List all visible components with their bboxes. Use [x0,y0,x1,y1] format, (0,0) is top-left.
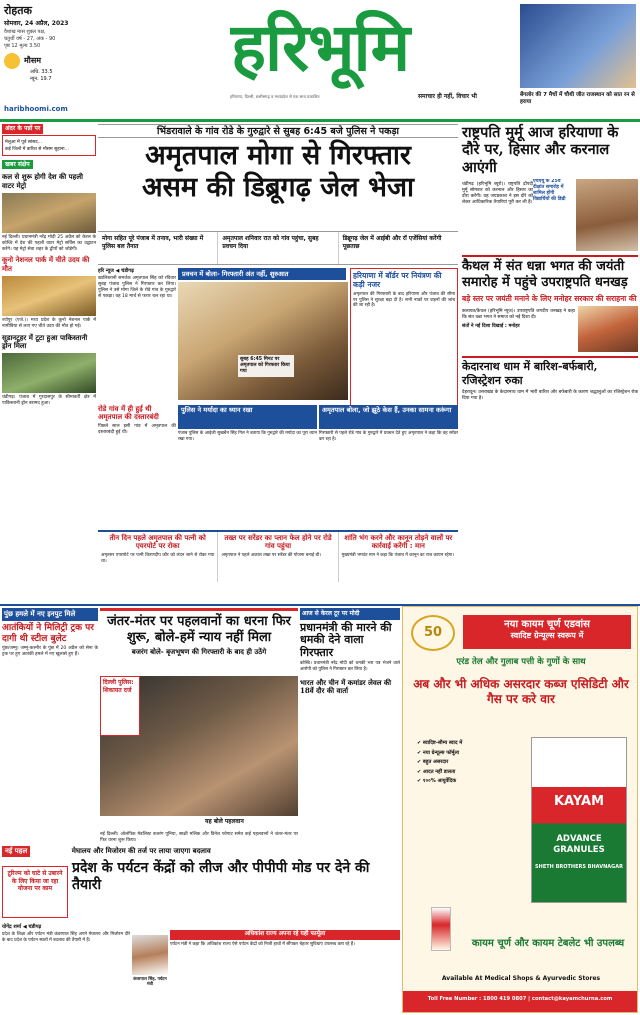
minister-photo [132,935,168,975]
lead-decks [98,231,458,265]
edition-city: रोहतक [4,4,32,17]
brief-headline[interactable]: सूडानटूहर में टूटा हुआ पाकिस्तानी ड्रोन मिला [2,333,88,350]
ad-availability-line: कायम चूर्ण और कायम टेबलेट भी उपलब्ध [471,938,625,949]
panchang-line: पृष्ठ 12 मूल्य 3.50 [4,42,41,49]
temp-max: अधि. 33.5 [30,68,53,75]
vp-body [462,306,638,352]
tourism-subbar: अधिकांश राज्य अपना रहे यही फार्मूला [170,930,400,940]
bottom-headline[interactable]: तख्त पर सरेंडर का प्लान फेल होने पर रोडे गांव पहुंचा [224,534,332,551]
anniversary-badge: 50 [411,615,455,651]
arrest-photo [178,282,348,400]
president-headline[interactable]: राष्ट्रपति मुर्मू आज हरियाणा के दौरे पर, हिसार और करनाल आएंगी [462,124,619,176]
vp-kicker: बड़े स्तर पर जयंती मनाने के लिए मनोहर सरकार की सराहना की [462,294,637,304]
president-photo [576,179,638,251]
brief-text: चंडीगढ़। पंजाब में गुरदासपुर के सीमावर्ती क्षेत्र में पाकिस्तानी ड्रोन बरामद हुआ। [2,394,96,406]
side-text: पिछले साल इसी गांव में अमृतपाल की दस्तारबंदी हुई थी। [98,423,176,435]
temperatures [30,69,104,83]
photo-caption: सुबह 6:45 मिनट पर अमृतपाल को गिरफ्तार किया गया [238,355,294,377]
ad-benefits [417,739,527,787]
modi-tag: आज से केरल टूर पर मोदी [300,608,400,620]
benefit-item: ✔ नया ग्रेन्यूल्स फॉर्मूला [417,749,460,756]
ad-stores: Available At Medical Shops & Ayurvedic Stores [441,975,601,982]
bottom-text: अमृतपाल ने पहले अकाल तख्त पर सरेंडर की योजना बनाई थी। [221,552,321,558]
kedarnath-story [462,356,638,401]
kedarnath-headline[interactable]: केदारनाथ धाम में बारिश-बर्फबारी, रजिस्ट्रेशन रुका [462,360,598,387]
bottom-story [98,532,218,582]
ad-title: नया कायम चूर्ण एडवांस [504,619,590,630]
panchang-line: चतुर्थी वर्ष - 27, अंक - 90 [4,36,56,42]
poonch-tag: पुंछ हमले में नए इनपुट मिले [2,608,98,621]
list-item[interactable]: मेलूआ में पूर्व सांसद... [5,139,43,145]
wrestlers-rule [100,608,298,611]
newspaper-logo: हरिभूमि [230,8,410,86]
tourism-text-2: पर्यटन मंत्री ने कहा कि अधिकांश राज्य ऐसे पर्यटन केंद्रों को निजी हाथों में सौंपकर बेहतर सुविधाएं उपलब्ध करा रहे हैं। [170,942,355,947]
ad-contact[interactable]: Toll Free Number : 1800 419 0807 | contact@kayamchurna.com [403,991,637,1012]
related-stories [178,405,458,442]
lead-kicker: भिंडरावाले के गांव रोडे के गुरुद्वारे से सुबह 6:45 बजे पुलिस ने पकड़ा [98,124,458,138]
deck: मोगा सहित पूरे पंजाब में तनाव, भारी संख्या में पुलिस बल तैनात [98,232,218,264]
deck: अमृतपाल शनिवार रात को गांव पहुंचा, सुबह प्रवचन दिया [218,232,338,264]
bottom-story [218,532,338,582]
product-pack [531,737,627,903]
lead-subhead: प्रवचन में बोला- गिरफ्तारी अंत नहीं, शुरुआत [178,268,346,280]
modi-story [300,608,400,695]
tourism-kicker: मेघालय और मिजोरम की तर्ज पर लाया जाएगा बदलाव [71,847,211,855]
related-story [178,405,317,442]
box-headline[interactable]: हरियाणा में बॉर्डर पर नियंत्रण की कड़ी नजर [353,271,442,289]
product-bottle [431,907,451,951]
benefit-item: ✔ आदत नहीं डालता [417,768,456,775]
brief-text: श्योपुर (एजे.)। मध्य प्रदेश के कूनो नेशनल पार्क में नामीबिया से लाए गए चीते उदय की मौत हो गई। [2,317,96,329]
side-story [98,405,176,436]
benefit-item: ✔ स्वादिष्ट-सौम्य स्वाद में [417,740,463,746]
tourism-byline: योगेंद्र शर्मा ◀ चंडीगढ़ [2,924,42,930]
panchang-line: वैशाख मास शुक्ल पक्ष, [4,29,46,36]
tourism-headline[interactable]: प्रदेश के पर्यटन केंद्रों को लीज और पीपीपी मोड पर देने की तैयारी [72,859,370,894]
tagline: हरियाणा, दिल्ली, छत्तीसगढ़ व मध्यप्रदेश से एक साथ प्रकाशित [230,94,320,99]
president-photo-caption: एचएयू के 25वें दीक्षांत समारोह में शामिल होंगी विद्यार्थियों की डिग्री [533,179,566,203]
brief-text: नई दिल्ली। प्रधानमंत्री नरेंद्र मोदी 25 अप्रैल को केरल के कोच्चि में देश की पहली वाटर मेट्रो सर्विस का उद्घाटन करेंगे। यह मेट्रो सेवा शहर के द्वीपों को जोड़ेगी। [2,234,96,252]
bottom-story [339,532,458,582]
pack-brand: KAYAM [553,794,605,809]
left-column [2,124,96,604]
lead-headline-line: असम की डिब्रूगढ़ जेल भेजा [142,171,414,203]
edition-date: सोमवार, 24 अप्रैल, 2023 [4,19,69,27]
kedarnath-text: देहरादून। उत्तराखंड के केदारनाथ धाम में भारी बारिश और बर्फबारी के कारण श्रद्धालुओं का रजिस्ट्रेशन रोक दिया गया है। [462,389,638,401]
poonch-text: पुंछ/जम्मू। जम्मू-कश्मीर के पुंछ में 20 अप्रैल को सेना के ट्रक पर हुए आतंकी हमले में नए खुलासे हुए हैं। [2,646,98,658]
haryana-border-box [350,268,458,408]
vp-list-head: संतों ने नई दिशा दिखाई : मनोहर [462,324,520,330]
ad-ingredients: एरंड तेल और गुलाब पत्ती के गुणों के साथ [456,657,586,667]
benefit-item: ✔ बहुत असरदार [417,759,449,765]
bottom-text: अमृतसर एयरपोर्ट पर पत्नी किरणदीप कौर को लंदन जाने से रोका गया था। [101,552,215,564]
china-headline[interactable]: भारत और चीन में कमांडर लेवल की 18वें दौर की वार्ता [300,677,392,695]
related-text: पंजाब पुलिस के आईजी सुखचैन सिंह गिल ने बताया कि गुरुद्वारे की मर्यादा का पूरा ध्यान रखा गया। [178,431,317,442]
minister-caption: कंवरपाल सिंह, पर्यटन मंत्री [133,976,167,987]
inside-pages-box [2,135,96,156]
list-item[interactable]: कई जिलों में बारिश से मौसम सुहाना... [5,147,69,153]
masthead [0,0,640,122]
deck: डिब्रूगढ़ जेल में आईबी और रॉ एजेंसियां करेंगी पूछताछ [342,235,442,250]
box-text: अमृतपाल की गिरफ्तारी के बाद हरियाणा और पंजाब की सीमा पर पुलिस ने सुरक्षा बढ़ा दी है। सभी नाकों पर वाहनों की जांच की जा रही है। [353,292,455,309]
temp-min: न्यून. 19.7 [30,75,52,82]
wrestlers-text: नई दिल्ली। ओलंपिक मेडलिस्ट बजरंग पूनिया, साक्षी मलिक और विनेश फोगाट समेत कई पहलवानों ने जंतर-मंतर पर फिर धरना शुरू किया। [100,832,298,843]
wrestlers-headline[interactable]: जंतर-मंतर पर पहलवानों का धरना फिर शुरू, बोले-हमें न्याय नहीं मिला [107,614,291,645]
brief-headline[interactable]: कूनो नेशनल पार्क में चीते उदय की मौत [2,256,90,273]
president-text: चंडीगढ़ (हरिभूमि ब्यूरो)। राष्ट्रपति द्रौपदी मुर्मू सोमवार को करनाल और हिसार का दौरा करेंगी। वह जयप्रकाश ने इस दौरे को लेकर आधिकारिक तैयारियां पूरी कर ली हैं। [462,182,533,206]
bottom-headline[interactable]: शांति भंग करने और कानून तोड़ने वालों पर कार्रवाई करेंगी : मान [344,534,453,551]
bottom-text: मुख्यमंत्री भगवंत मान ने कहा कि पंजाब में कानून का राज कायम रहेगा। [341,552,455,558]
cricket-photo [520,4,636,88]
weather-label: मौसम [24,55,42,65]
ad-subtitle: स्वादिष्ट ग्रेन्यूल्स स्वरूप में [510,631,584,640]
vp-text: कलायत/कैथल (हरिभूमि न्यूज)। उपराष्ट्रपति जगदीप धनखड़ ने कहा कि संत धन्ना भगत ने समाज को नई दिशा दी। [462,309,575,321]
bottom-stories [98,530,458,582]
lead-headline-line: अमृतपाल मोगा से गिरफ्तार [145,140,411,171]
related-text: गिरफ्तारी से पहले रोडे गांव के गुरुद्वारे में प्रवचन देते हुए अमृतपाल ने कहा कि वह सरेंडर कर रहा है। [319,431,458,442]
sun-icon [4,53,20,69]
wrestlers-caption: यह बोले पहलवान [205,818,244,825]
related-story [319,405,458,442]
drone-photo [2,353,96,393]
slogan: समाचार ही नहीं, विचार भी [418,93,477,100]
lead-byline: हरि न्यूज ◀ चंडीगढ़ [98,268,134,274]
ad-header [463,615,631,649]
tourism-box: टूरिज्म को घाटे से उबारने के लिए किया जा रहा योजना पर काम [2,866,68,918]
masthead-rule [0,119,640,122]
wrestlers-box: दिल्ली पुलिस: शिकायत दर्ज [100,676,140,736]
cheetah-photo [2,276,96,316]
masthead-info [4,4,104,83]
pack-maker: SHETH BROTHERS BHAVNAGAR [535,864,623,871]
weather-block [4,53,104,69]
vp-headline[interactable]: कैथल में संत धन्ना भगत की जयंती समारोह में पहुंचे उपराष्ट्रपति धनखड़ [462,259,628,290]
news-brief-tag: खबर संक्षेप [2,160,33,170]
website-link[interactable]: haribhoomi.com [4,105,68,113]
panchang [4,29,104,49]
ad-claim: अब और भी अधिक असरदार कब्ज एसिडिटी और गैस पर करे वार [413,677,629,706]
related-headline[interactable]: अमृतपाल बोला, जो झूठे केस हैं, उनका सामना करूंगा [319,405,458,429]
wrestlers-subhead: बजरंग बोले- बृजभूषण की गिरफ्तारी के बाद ही उठेंगे [131,648,267,657]
president-story [462,179,638,251]
side-headline[interactable]: रोडे गांव में ही हुई थी अमृतपाल की दस्तारबंदी [98,405,159,422]
related-headline[interactable]: पुलिस ने मर्यादा का ध्यान रखा [178,405,317,429]
lead-body: खालिस्तानी समर्थक अमृतपाल सिंह को रविवार सुबह पंजाब पुलिस ने गिरफ्तार कर लिया। पुलिस ने उसे मोगा जिले के रोडे गांव के गुरुद्वारे से पकड़ा। वह 18 मार्च से फरार चल रहा था। [98,276,176,299]
tourism-tag: नई पहल [2,846,30,857]
tourism-text: प्रदेश के शिक्षा और पर्यटन मंत्री कंवरपाल सिंह अपने मेघालय और मिजोरम दौरे के बाद प्रदेश के पर्यटन स्थलों में बदलाव की तैयारी में हैं। [2,932,130,943]
promo-caption[interactable]: बेंगलोर की 7 मैचों में चौथी जीत राजस्थान को सात रन से हराया [520,92,635,105]
lead-headline[interactable] [98,140,458,204]
modi-headline[interactable]: प्रधानमंत्री की मारने की धमकी देने वाला गिरफ्तार [300,620,392,659]
water-metro-photo [2,193,96,233]
benefit-item: ✔ १००% आयुर्वेदिक [417,778,457,784]
poonch-story [2,608,98,658]
wrestlers-story [100,608,298,657]
right-column [462,124,638,402]
vp-photo [578,306,638,352]
pack-product: ADVANCE GRANULES [553,834,605,856]
modi-text: कोच्चि। प्रधानमंत्री नरेंद्र मोदी को धमकी भरा पत्र भेजने वाले आरोपी को पुलिस ने गिरफ्तार कर लिया है। [300,661,400,673]
brief-headline[interactable]: कल से शुरू होगी देश की पहली वाटर मेट्रो [2,173,83,190]
kayam-advertisement[interactable] [402,606,638,1013]
bottom-headline[interactable]: तीन दिन पहले अमृतपाल की पत्नी को एयरपोर्ट पर रोका [109,534,206,551]
vp-story [462,255,638,352]
inside-pages-tag: अंदर के पन्नों पर [2,124,43,134]
poonch-headline[interactable]: आतंकियों ने मिलिट्री ट्रक पर दागी थी स्टील बुलेट [2,622,94,644]
